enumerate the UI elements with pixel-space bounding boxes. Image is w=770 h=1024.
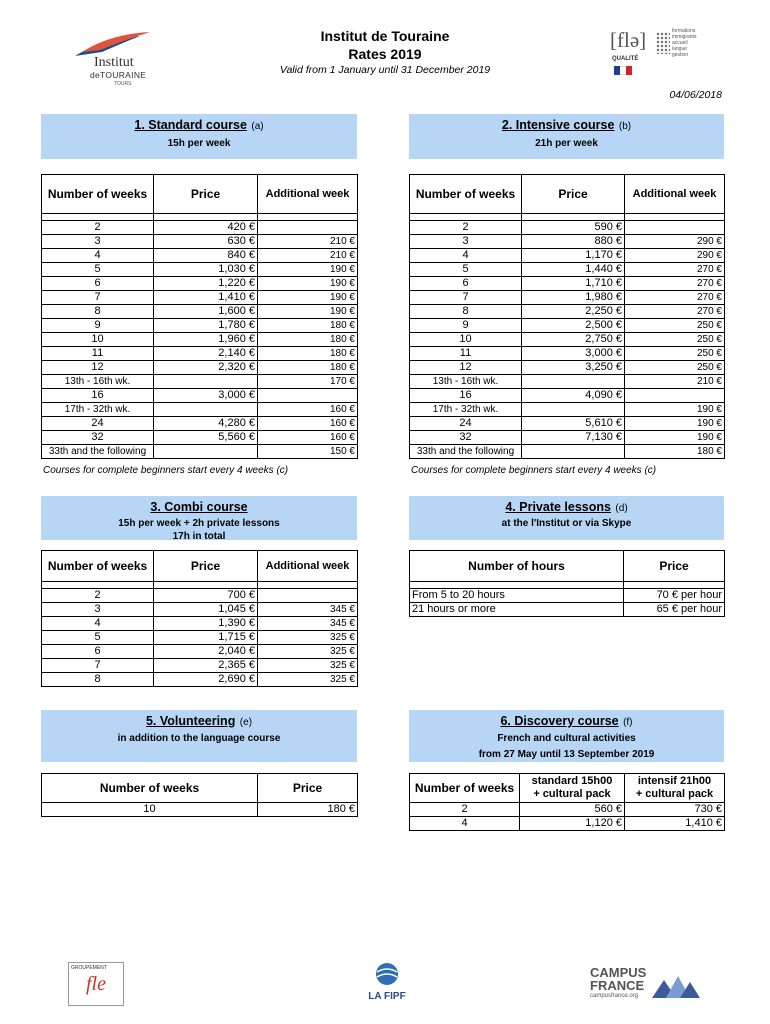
- table-row: [410, 445, 725, 459]
- table-cell: 33th and the following: [410, 445, 522, 459]
- table-cell: 210 €: [625, 375, 725, 389]
- volunteering-sub: in addition to the language course: [117, 733, 281, 744]
- table-cell: 2,690 €: [154, 673, 258, 687]
- table-cell: [258, 221, 358, 235]
- intensive-footnote: Courses for complete beginners start every 4 weeks (c): [411, 465, 657, 476]
- logo-text-touraine: deTOURAINE: [90, 70, 147, 80]
- table-cell: 8: [42, 673, 154, 687]
- table-cell: 270 €: [625, 305, 725, 319]
- table-cell: 6: [42, 645, 154, 659]
- col-header-standard: [520, 774, 625, 803]
- fle-line: immigrants: [672, 34, 697, 40]
- table-row: [42, 375, 358, 389]
- volunteering-table: [41, 773, 358, 817]
- table-cell: 5: [42, 631, 154, 645]
- table-cell: 24: [410, 417, 522, 431]
- table-row: [42, 589, 358, 603]
- table-cell: 13th - 16th wk.: [42, 375, 154, 389]
- col-header-hours: Number of hours: [410, 551, 624, 582]
- table-cell: 210 €: [258, 249, 358, 263]
- campusfrance-url: campusfrance.org: [590, 993, 639, 999]
- table-cell: 2,140 €: [154, 347, 258, 361]
- table-row: [410, 291, 725, 305]
- table-cell: 290 €: [625, 235, 725, 249]
- table-cell: 560 €: [520, 803, 625, 817]
- table-row: [42, 645, 358, 659]
- table-cell: 730 €: [625, 803, 725, 817]
- table-cell: 10: [42, 333, 154, 347]
- table-row: [42, 221, 358, 235]
- table-row: [410, 603, 725, 617]
- table-cell: 10: [410, 333, 522, 347]
- table-row: [410, 347, 725, 361]
- table-cell: 6: [42, 277, 154, 291]
- table-cell: 1,045 €: [154, 603, 258, 617]
- table-header-row: [410, 774, 725, 803]
- table-cell: 190 €: [258, 263, 358, 277]
- table-cell: [154, 403, 258, 417]
- table-row: [42, 249, 358, 263]
- table-row: [42, 403, 358, 417]
- table-cell: [625, 221, 725, 235]
- table-cell: 9: [410, 319, 522, 333]
- table-cell: 4: [410, 817, 520, 831]
- table-cell: 13th - 16th wk.: [410, 375, 522, 389]
- table-row: [42, 277, 358, 291]
- table-cell: 2: [42, 221, 154, 235]
- table-cell: 1,390 €: [154, 617, 258, 631]
- intensive-course-note: (b): [618, 121, 632, 132]
- private-lessons-box: [409, 496, 724, 540]
- table-row: [42, 603, 358, 617]
- table-cell: 1,960 €: [154, 333, 258, 347]
- table-row: [42, 389, 358, 403]
- table-row: [42, 291, 358, 305]
- table-cell: [522, 375, 625, 389]
- table-cell: 33th and the following: [42, 445, 154, 459]
- table-cell: 1,600 €: [154, 305, 258, 319]
- table-header-row: [42, 175, 358, 214]
- discovery-course-sub1: French and cultural activities: [497, 733, 636, 744]
- col-header-weeks: Number of weeks: [42, 774, 258, 803]
- volunteering-note: (e): [239, 717, 253, 728]
- table-cell: 325 €: [258, 673, 358, 687]
- table-cell: 180 €: [258, 361, 358, 375]
- table-row: [42, 617, 358, 631]
- table-row: [410, 319, 725, 333]
- private-lessons-title: 4. Private lessons: [505, 500, 611, 514]
- table-cell: 880 €: [522, 235, 625, 249]
- discovery-course-sub2: from 27 May until 13 September 2019: [478, 749, 655, 760]
- table-cell: 4: [410, 249, 522, 263]
- table-row: [42, 347, 358, 361]
- table-cell: 345 €: [258, 617, 358, 631]
- table-cell: 170 €: [258, 375, 358, 389]
- table-row: [42, 305, 358, 319]
- table-cell: 1,220 €: [154, 277, 258, 291]
- combi-course-box: [41, 496, 357, 540]
- table-cell: 1,410 €: [625, 817, 725, 831]
- table-row: [42, 445, 358, 459]
- standard-footnote: Courses for complete beginners start every 4 weeks (c): [43, 465, 289, 476]
- table-cell: 190 €: [625, 417, 725, 431]
- table-row: [410, 417, 725, 431]
- table-cell: 16: [42, 389, 154, 403]
- table-cell: From 5 to 20 hours: [410, 589, 624, 603]
- table-cell: 190 €: [258, 277, 358, 291]
- table-cell: 190 €: [625, 431, 725, 445]
- table-cell: 2,040 €: [154, 645, 258, 659]
- table-row: [42, 333, 358, 347]
- table-cell: 160 €: [258, 417, 358, 431]
- groupement-text: GROUPEMENT: [71, 965, 107, 971]
- logo-text-institut: Institut: [94, 55, 134, 70]
- col-header-weeks: Number of weeks: [410, 175, 522, 214]
- table-cell: 180 €: [258, 319, 358, 333]
- table-row: [410, 817, 725, 831]
- table-cell: 1,170 €: [522, 249, 625, 263]
- table-cell: 1,710 €: [522, 277, 625, 291]
- table-cell: 4: [42, 249, 154, 263]
- private-lessons-sub: at the l'Institut or via Skype: [501, 518, 632, 529]
- table-cell: 5: [42, 263, 154, 277]
- logo-text-tours: TOURS: [114, 81, 132, 87]
- table-cell: 2: [410, 803, 520, 817]
- table-cell: 180 €: [258, 333, 358, 347]
- table-cell: 250 €: [625, 319, 725, 333]
- combi-course-sub1: 15h per week + 2h private lessons: [118, 518, 280, 529]
- table-cell: 12: [42, 361, 154, 375]
- table-row: [410, 235, 725, 249]
- table-cell: 24: [42, 417, 154, 431]
- col-header-price: Price: [258, 774, 358, 803]
- discovery-course-rows: [410, 803, 725, 831]
- table-row: [42, 319, 358, 333]
- table-cell: 590 €: [522, 221, 625, 235]
- table-row: [410, 375, 725, 389]
- table-cell: 180 €: [625, 445, 725, 459]
- table-row: [410, 389, 725, 403]
- table-cell: 21 hours or more: [410, 603, 624, 617]
- table-row: [42, 673, 358, 687]
- table-cell: 4,280 €: [154, 417, 258, 431]
- col-header-weeks: Number of weeks: [42, 175, 154, 214]
- table-row: [410, 249, 725, 263]
- table-cell: 1,120 €: [520, 817, 625, 831]
- table-cell: 7: [410, 291, 522, 305]
- private-lessons-note: (d): [615, 503, 628, 514]
- table-cell: 180 €: [258, 347, 358, 361]
- table-cell: 160 €: [258, 431, 358, 445]
- campus-text: CAMPUS: [590, 965, 647, 980]
- table-cell: 2,750 €: [522, 333, 625, 347]
- table-row: [410, 277, 725, 291]
- table-row: [410, 403, 725, 417]
- discovery-course-box: [409, 710, 724, 762]
- fle-script-text: fle: [86, 973, 106, 995]
- intensive-course-box: [409, 114, 724, 159]
- table-cell: 8: [42, 305, 154, 319]
- standard-course-title: 1. Standard course: [134, 118, 247, 132]
- intensif-header-line2: + cultural pack: [635, 788, 714, 800]
- standard-course-sub: 15h per week: [167, 138, 231, 149]
- volunteering-box: [41, 710, 357, 762]
- col-header-additional: Additional week: [258, 175, 358, 214]
- intensive-course-rows: [410, 221, 725, 459]
- col-header-intensif: [625, 774, 725, 803]
- table-cell: 150 €: [258, 445, 358, 459]
- volunteering-title: 5. Volunteering: [145, 714, 236, 728]
- table-cell: 3: [42, 235, 154, 249]
- table-row: [410, 305, 725, 319]
- fipf-text: LA FIPF: [368, 991, 406, 1002]
- table-cell: 250 €: [625, 333, 725, 347]
- table-cell: 325 €: [258, 659, 358, 673]
- table-cell: 5,610 €: [522, 417, 625, 431]
- col-header-price: Price: [624, 551, 725, 582]
- table-row: [410, 589, 725, 603]
- table-cell: 5: [410, 263, 522, 277]
- table-cell: 270 €: [625, 291, 725, 305]
- table-header-row: [42, 551, 358, 582]
- page-subtitle: Rates 2019: [348, 46, 422, 62]
- table-row: [42, 263, 358, 277]
- table-row: [42, 417, 358, 431]
- table-cell: 250 €: [625, 361, 725, 375]
- france-text: FRANCE: [590, 978, 645, 993]
- table-row: [410, 431, 725, 445]
- combi-course-sub2: 17h in total: [172, 531, 226, 542]
- table-cell: 8: [410, 305, 522, 319]
- table-cell: 700 €: [154, 589, 258, 603]
- table-cell: 420 €: [154, 221, 258, 235]
- document-date: 04/06/2018: [669, 89, 722, 101]
- table-cell: 2,365 €: [154, 659, 258, 673]
- fle-logo-text: [flə]: [610, 28, 647, 52]
- table-cell: [625, 389, 725, 403]
- table-cell: 9: [42, 319, 154, 333]
- table-cell: [154, 445, 258, 459]
- table-cell: 11: [410, 347, 522, 361]
- table-cell: 290 €: [625, 249, 725, 263]
- table-cell: 11: [42, 347, 154, 361]
- table-cell: 3,000 €: [522, 347, 625, 361]
- combi-course-rows: [42, 589, 358, 687]
- standard-course-rows: [42, 221, 358, 459]
- table-cell: 17th - 32th wk.: [42, 403, 154, 417]
- table-cell: 17th - 32th wk.: [410, 403, 522, 417]
- table-header-row: [42, 774, 358, 803]
- campus-france-logo: [590, 966, 705, 1002]
- col-header-additional: Additional week: [625, 175, 725, 214]
- table-cell: 32: [410, 431, 522, 445]
- table-cell: 2,320 €: [154, 361, 258, 375]
- table-cell: [154, 375, 258, 389]
- combi-course-table: [41, 550, 358, 687]
- standard-course-table: [41, 174, 358, 459]
- table-row: [42, 235, 358, 249]
- discovery-course-note: (f): [623, 717, 633, 728]
- table-cell: 3: [410, 235, 522, 249]
- fipf-logo: [362, 962, 412, 1002]
- table-cell: 16: [410, 389, 522, 403]
- table-cell: 1,980 €: [522, 291, 625, 305]
- fle-qualite: QUALITÉ: [612, 56, 639, 62]
- fle-line: formations: [672, 28, 696, 34]
- volunteering-rows: [42, 803, 358, 817]
- table-cell: 345 €: [258, 603, 358, 617]
- standard-header-line2: + cultural pack: [533, 788, 611, 800]
- page-title: Institut de Touraine: [320, 28, 450, 44]
- table-cell: 3: [42, 603, 154, 617]
- table-cell: 2,500 €: [522, 319, 625, 333]
- table-cell: [522, 445, 625, 459]
- table-header-row: [410, 175, 725, 214]
- table-row: [42, 659, 358, 673]
- table-cell: 7,130 €: [522, 431, 625, 445]
- table-cell: 12: [410, 361, 522, 375]
- table-row: [410, 221, 725, 235]
- table-cell: 190 €: [258, 305, 358, 319]
- table-cell: 3,250 €: [522, 361, 625, 375]
- table-cell: 4,090 €: [522, 389, 625, 403]
- table-cell: 1,440 €: [522, 263, 625, 277]
- table-cell: 2,250 €: [522, 305, 625, 319]
- table-cell: 1,410 €: [154, 291, 258, 305]
- table-cell: 1,715 €: [154, 631, 258, 645]
- table-row: [42, 803, 358, 817]
- private-lessons-table: [409, 550, 725, 617]
- table-cell: 7: [42, 659, 154, 673]
- fle-line: langue: [672, 46, 688, 52]
- table-row: [42, 431, 358, 445]
- standard-header-line1: standard 15h00: [531, 775, 613, 787]
- intensif-header-line1: intensif 21h00: [637, 775, 712, 787]
- fle-line: gestion: [672, 52, 689, 58]
- table-cell: 270 €: [625, 277, 725, 291]
- campus-france-triangles-icon: [652, 968, 702, 998]
- table-cell: 10: [42, 803, 258, 817]
- discovery-course-table: [409, 773, 725, 831]
- table-cell: 190 €: [625, 403, 725, 417]
- col-header-price: Price: [522, 175, 625, 214]
- table-row: [42, 631, 358, 645]
- table-cell: 65 € per hour: [624, 603, 725, 617]
- intensive-course-title: 2. Intensive course: [501, 118, 615, 132]
- col-header-additional: Additional week: [258, 551, 358, 582]
- table-cell: 1,030 €: [154, 263, 258, 277]
- col-header-price: Price: [154, 551, 258, 582]
- table-header-row: [410, 551, 725, 582]
- table-cell: [522, 403, 625, 417]
- table-cell: 270 €: [625, 263, 725, 277]
- table-cell: 3,000 €: [154, 389, 258, 403]
- private-lessons-rows: [410, 589, 725, 617]
- table-cell: 840 €: [154, 249, 258, 263]
- table-row: [410, 803, 725, 817]
- groupement-fle-logo: [68, 962, 124, 1006]
- fipf-globe-icon: [373, 962, 401, 986]
- table-cell: 7: [42, 291, 154, 305]
- table-row: [410, 333, 725, 347]
- table-row: [410, 263, 725, 277]
- table-cell: 4: [42, 617, 154, 631]
- standard-course-note: (a): [251, 121, 264, 132]
- table-cell: 70 € per hour: [624, 589, 725, 603]
- col-header-price: Price: [154, 175, 258, 214]
- table-cell: 250 €: [625, 347, 725, 361]
- table-cell: 210 €: [258, 235, 358, 249]
- table-cell: 32: [42, 431, 154, 445]
- table-cell: [258, 589, 358, 603]
- table-cell: [258, 389, 358, 403]
- table-cell: 1,780 €: [154, 319, 258, 333]
- discovery-course-title: 6. Discovery course: [500, 714, 619, 728]
- table-cell: 325 €: [258, 631, 358, 645]
- table-cell: 2: [410, 221, 522, 235]
- table-row: [42, 361, 358, 375]
- table-row: [410, 361, 725, 375]
- validity-text: Valid from 1 January until 31 December 2019: [279, 64, 491, 76]
- col-header-weeks: Number of weeks: [410, 774, 520, 803]
- intensive-course-table: [409, 174, 725, 459]
- table-cell: 180 €: [258, 803, 358, 817]
- table-cell: 5,560 €: [154, 431, 258, 445]
- intensive-course-sub: 21h per week: [535, 138, 598, 149]
- table-cell: 630 €: [154, 235, 258, 249]
- fle-line: accueil: [672, 40, 688, 46]
- table-cell: 6: [410, 277, 522, 291]
- standard-course-box: [41, 114, 357, 159]
- table-cell: 2: [42, 589, 154, 603]
- table-cell: 160 €: [258, 403, 358, 417]
- col-header-weeks: Number of weeks: [42, 551, 154, 582]
- table-cell: 190 €: [258, 291, 358, 305]
- combi-course-title: 3. Combi course: [150, 500, 248, 514]
- table-cell: 325 €: [258, 645, 358, 659]
